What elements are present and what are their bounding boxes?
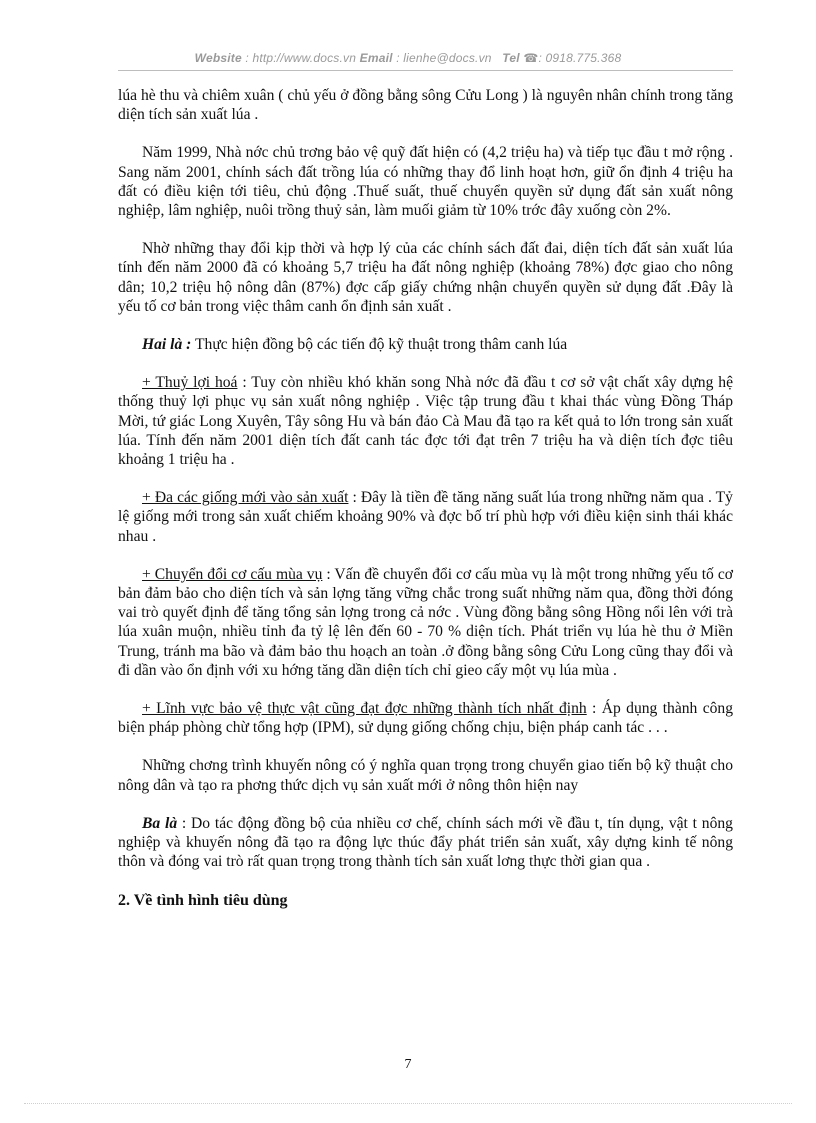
paragraph-10-text: : Do tác động đồng bộ của nhiều cơ chế, chính sách mới về đầu t, tín dụng, vật t nông nghiệp và khuyến nông đã tạo ra động lực thúc đẩy phát triển sản xuất, xây dựng kinh tế nông thôn và đóng vai trò rất quan trọng trong thành tích sản xuất lơng thực thời gian qua .	[118, 814, 733, 871]
paragraph-6-lead: + Đa các giống mới vào sản xuất	[142, 489, 349, 507]
website-value: : http://www.docs.vn	[245, 51, 357, 65]
document-body	[118, 86, 733, 910]
email-value: : lienhe@docs.vn	[396, 51, 492, 65]
email-label: Email	[359, 51, 393, 65]
paragraph-4-lead: Hai là :	[142, 336, 192, 354]
paragraph-7-text: : Vấn đề chuyển đổi cơ cấu mùa vụ là một trong những yếu tố cơ bản đảm bảo cho diện tích và sản lợng tăng vững chắc trong suất những năm qua, đồng thời đóng vai trò quyết định để tăng tổng sản lợng trong cả nớc . Vùng đồng bằng sông Hồng nổi lên với trà lúa xuân muộn, nhiều tỉnh đa tỷ lệ lên đến 60 - 70 % diện tích. Phát triển vụ lúa hè thu ở Miền Trung, tránh ma bão và đảm bảo thu hoạch an toàn .ở đồng bằng sông Cửu Long cũng thay đổi và đi dần vào ổn định với xu hớng tăng dần diện tích chỉ gieo cấy một vụ lúa mùa .	[118, 565, 733, 679]
paragraph-7-lead: + Chuyển đổi cơ cấu mùa vụ	[142, 565, 323, 583]
website-label: Website	[194, 51, 242, 65]
paragraph-2: Năm 1999, Nhà nớc chủ trơng bảo vệ quỹ đất hiện có (4,2 triệu ha) và tiếp tục đầu t mở rộng . Sang năm 2001, chính sách đất trồng lúa có những thay đổ linh hoạt hơn, giữ ổn định 4 triệu ha đất có điều kiện tới tiêu, chủ động .Thuế suất, thuế chuyển quyền sử dụng đất sản xuất nông nghiệp, lâm nghiệp, nuôi trồng thuỷ sản, làm muối giảm từ 10% trớc đây xuống còn 2%.	[118, 144, 733, 220]
paragraph-5-text: : Tuy còn nhiều khó khăn song Nhà nớc đã đầu t cơ sở vật chất xây dựng hệ thống thuỷ lợi phục vụ sản xuất nông nghiệp . Việc tập trung đầu t khai thác vùng Đồng Tháp Mời, tứ giác Long Xuyên, Tây sông Hu và bán đảo Cà Mau đã tạo ra kết quả to lớn trong sản xuất lúa. Tính đến năm 2001 diện tích đất canh tác đợc tới đạt trên 7 triệu ha và diện tích đợc tiêu khoảng 1 triệu ha .	[118, 374, 733, 469]
header-divider	[118, 70, 733, 71]
paragraph-10	[118, 814, 733, 872]
paragraph-5-lead: + Thuỷ lợi hoá	[142, 374, 238, 392]
paragraph-7	[118, 565, 733, 680]
paragraph-8	[118, 699, 733, 737]
paragraph-8-lead: + Lĩnh vực bảo vệ thực vật cũng đạt đợc những thành tích nhất định	[142, 700, 587, 718]
paragraph-6-text: : Đây là tiền đề tăng năng suất lúa trong những năm qua . Tỷ lệ giống mới trong sản xuất chiếm khoảng 90% và đợc bố trí phù hợp với điều kiện sinh thái khác nhau .	[118, 489, 733, 545]
tel-label: Tel	[502, 51, 520, 65]
paragraph-1: lúa hè thu và chiêm xuân ( chủ yếu ở đồng bằng sông Cửu Long ) là nguyên nhân chính trong tăng diện tích sản xuất lúa .	[118, 87, 733, 124]
paragraph-10-lead: Ba là	[142, 814, 178, 832]
tel-value: ☎: 0918.775.368	[523, 51, 622, 65]
paragraph-8-text: : Áp dụng thành công biện pháp phòng chừ tổng hợp (IPM), sử dụng giống chống chịu, biện pháp canh tác . . .	[118, 700, 733, 737]
paragraph-3: Nhờ những thay đổi kịp thời và hợp lý của các chính sách đất đai, diện tích đất sản xuất lúa tính đến năm 2000 đã có khoảng 5,7 triệu ha đất nông nghiệp (khoảng 78%) đợc giao cho nông dân; 10,2 triệu hộ nông dân (87%) đợc cấp giấy chứng nhận chuyển quyền sử dụng đất .Đây là yếu tố cơ bản trong việc thâm canh ổn định sản xuất .	[118, 240, 733, 315]
section-heading: 2. Về tình hình tiêu dùng	[118, 891, 288, 909]
paragraph-9: Những chơng trình khuyến nông có ý nghĩa quan trọng trong chuyển giao tiến bộ kỹ thuật cho nông dân và tạo ra phơng thức dịch vụ sản xuất mới ở nông thôn hiện nay	[118, 757, 733, 794]
paragraph-4	[118, 335, 733, 354]
page-number: 7	[404, 1057, 412, 1072]
paragraph-6	[118, 488, 733, 546]
paragraph-4-text: Thực hiện đồng bộ các tiến độ kỹ thuật trong thâm canh lúa	[191, 336, 568, 354]
paragraph-5	[118, 373, 733, 469]
footer-divider	[24, 1103, 792, 1104]
page-header	[0, 51, 816, 65]
